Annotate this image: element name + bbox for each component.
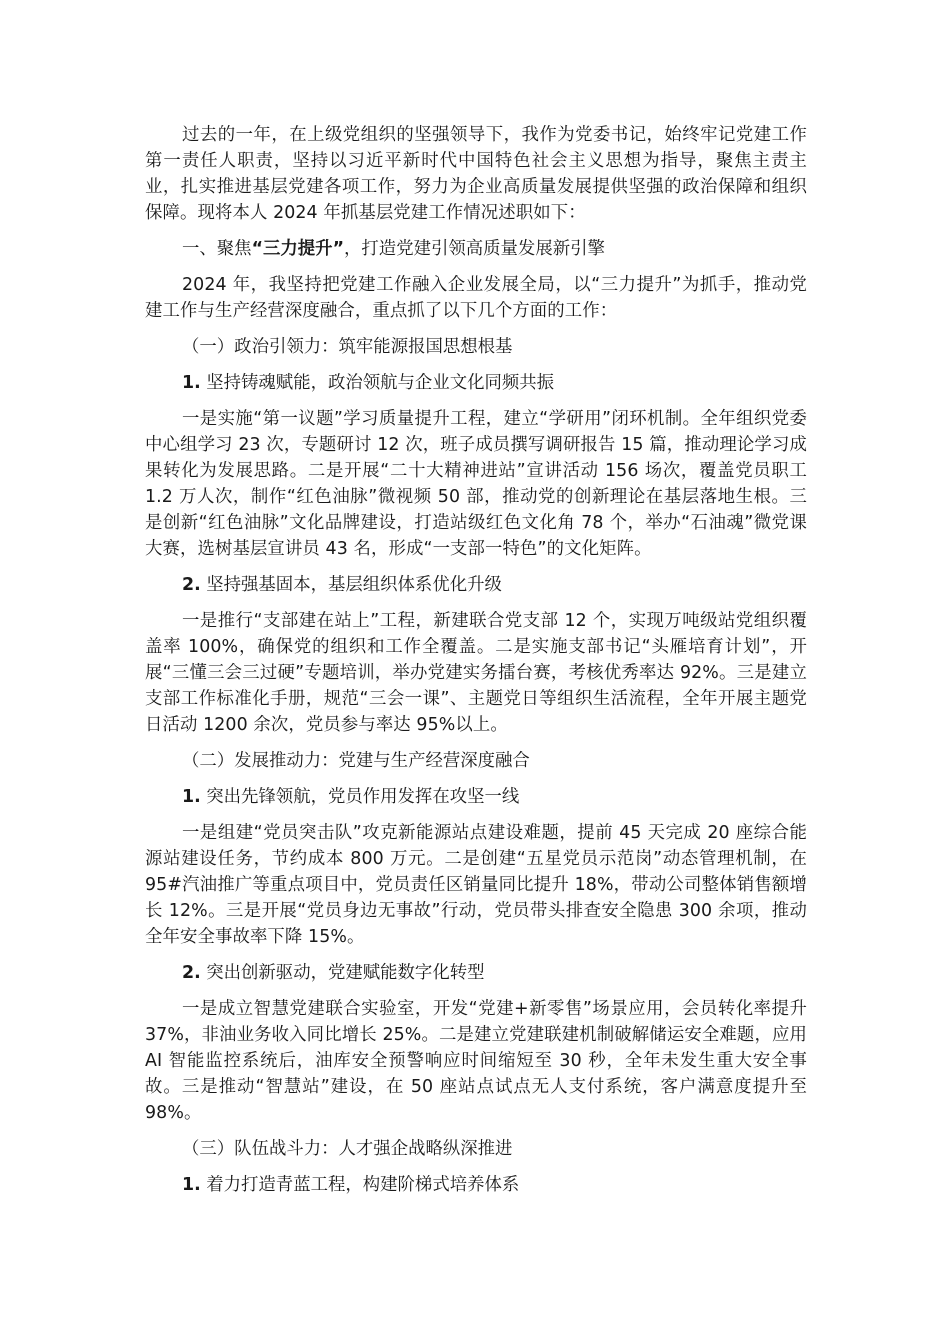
part1-title: （一）政治引领力：筑牢能源报国思想根基: [182, 337, 513, 357]
part2-item2-body: 一是成立智慧党建联合实验室，开发“党建+新零售”场景应用，会员转化率提升 37%，非油业务收入同比增长 25%。二是建立党建联建机制破解储运安全难题，应用 AI 智能监控系统后，油库安全预警响应时间缩短至 30 秒，全年未发生重大安全事故。三是推动“智慧站”建设，在 50 座站点试点无人支付系统，客户满意度提升至 98%。: [145, 999, 807, 1123]
document-page: [145, 122, 807, 1198]
intro-paragraph: 过去的一年，在上级党组织的坚强领导下，我作为党委书记，始终牢记党建工作第一责任人职责，坚持以习近平新时代中国特色社会主义思想为指导，聚焦主责主业，扎实推进基层党建各项工作，努力为企业高质量发展提供坚强的政治保障和组织保障。现将本人 2024 年抓基层党建工作情况述职如下：: [145, 125, 807, 223]
section1-heading-quote: “三力提升”: [251, 239, 345, 259]
part1-item1-num: 1.: [182, 373, 201, 393]
section1-heading: [145, 236, 807, 262]
part2-item1-num: 1.: [182, 787, 201, 807]
part1-item1-body: 一是实施“第一议题”学习质量提升工程，建立“学研用”闭环机制。全年组织党委中心组学习 23 次，专题研讨 12 次，班子成员撰写调研报告 15 篇，推动理论学习成果转化为发展思路。二是开展“二十大精神进站”宣讲活动 156 场次，覆盖党员职工 1.2 万人次，制作“红色油脉”微视频 50 部，推动党的创新理论在基层落地生根。三是创新“红色油脉”文化品牌建设，打造站级红色文化角 78 个，举办“石油魂”微党课大赛，选树基层宣讲员 43 名，形成“一支部一特色”的文化矩阵。: [145, 409, 807, 559]
part2-item2-num: 2.: [182, 963, 201, 983]
part3-title: （三）队伍战斗力：人才强企战略纵深推进: [182, 1139, 513, 1159]
part1-item1-heading: [145, 370, 807, 396]
part1-item1-title: 坚持铸魂赋能，政治领航与企业文化同频共振: [200, 373, 555, 393]
part3-item1-num: 1.: [182, 1175, 201, 1195]
section1-body: 2024 年，我坚持把党建工作融入企业发展全局，以“三力提升”为抓手，推动党建工作与生产经营深度融合，重点抓了以下几个方面的工作：: [145, 275, 807, 321]
section1-heading-prefix: 一、聚焦: [182, 239, 252, 259]
part2-item1-heading: [145, 784, 807, 810]
part2-item1-body: 一是组建“党员突击队”攻克新能源站点建设难题，提前 45 天完成 20 座综合能源站建设任务，节约成本 800 万元。二是创建“五星党员示范岗”动态管理机制，在 95#汽油推广等重点项目中，党员责任区销量同比提升 18%，带动公司整体销售额增长 12%。三是开展“党员身边无事故”行动，党员带头排查安全隐患 300 余项，推动全年安全事故率下降 15%。: [145, 823, 807, 947]
part1-item2-num: 2.: [182, 575, 201, 595]
part2-item2-heading: [145, 960, 807, 986]
part1-item2-body: 一是推行“支部建在站上”工程，新建联合党支部 12 个，实现万吨级站党组织覆盖率 100%，确保党的组织和工作全覆盖。二是实施支部书记“头雁培育计划”，开展“三懂三会三过硬”专题培训，举办党建实务擂台赛，考核优秀率达 92%。三是建立支部工作标准化手册，规范“三会一课”、主题党日等组织生活流程，全年开展主题党日活动 1200 余次，党员参与率达 95%以上。: [145, 611, 807, 735]
part1-item2-heading: [145, 572, 807, 598]
part3-item1-title: 着力打造青蓝工程，构建阶梯式培养体系: [200, 1175, 520, 1195]
part2-item1-title: 突出先锋领航，党员作用发挥在攻坚一线: [200, 787, 520, 807]
part1-item2-title: 坚持强基固本，基层组织体系优化升级: [200, 575, 502, 595]
part3-item1-heading: [145, 1172, 807, 1198]
part2-item2-title: 突出创新驱动，党建赋能数字化转型: [200, 963, 485, 983]
part2-title: （二）发展推动力：党建与生产经营深度融合: [182, 751, 530, 771]
section1-heading-suffix: ，打造党建引领高质量发展新引擎: [344, 239, 605, 259]
